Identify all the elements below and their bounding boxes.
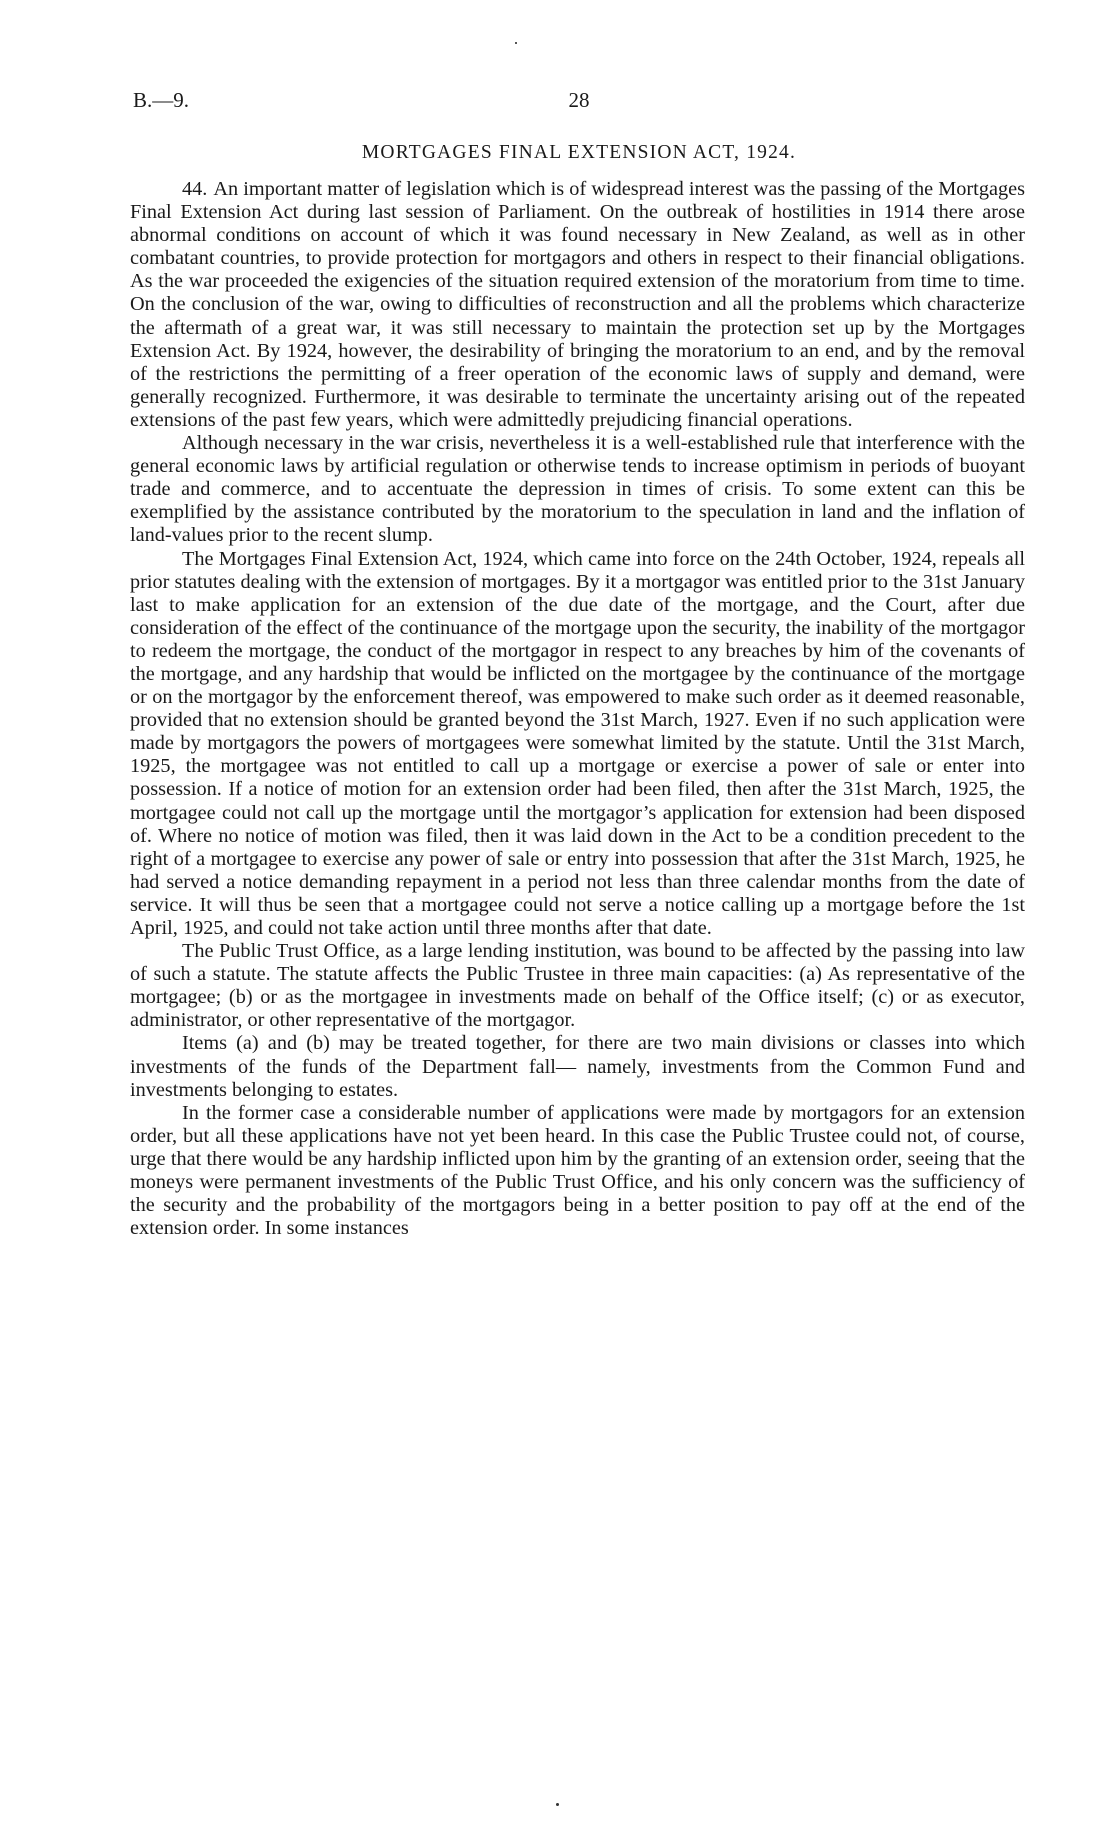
paragraph (130, 940, 1025, 1032)
paragraph-text: The Public Trust Office, as a large lending institution, was bound to be affected by the passing into law of such a statute. The statute affects the Public Trustee in three main capacities: (a) As representative of the mortgagee; (b) or as the mortgagee in investments made on behalf of the Office itself; (c) or as executor, administrator, or other representative of the mortgagor. (130, 940, 1025, 1032)
scan-speck (556, 1803, 559, 1806)
paragraph (130, 1032, 1025, 1101)
section-title: MORTGAGES FINAL EXTENSION ACT, 1924. (361, 142, 797, 163)
document-reference: B.—9. (133, 88, 190, 112)
paragraph-text: An important matter of legislation which is of widespread interest was the passing of the Mortgages Final Extension Act during last session of Parliament. On the outbreak of hostilities in 1914 there arose abnormal conditions on account of which it was found necessary in New Zealand, as well as in other combatant countries, to provide protection for mortgagors and others in respect to their financial obligations. As the war proceeded the exigencies of the situation required extension of the moratorium from time to time. On the conclusion of the war, owing to difficulties of reconstruction and all the problems which characterize the aftermath of a great war, it was still necessary to maintain the protection set up by the Mortgages Extension Act. By 1924, however, the desirability of bringing the moratorium to an end, and by the removal of the restrictions the permitting of a freer operation of the economic laws of supply and demand, were generally recognized. Furthermore, it was desirable to terminate the uncertainty arising out of the repeated extensions of the past few years, which were admittedly prejudicing financial operations. (130, 178, 1025, 431)
page-header (133, 88, 1025, 118)
paragraph (130, 178, 1025, 432)
paragraph (130, 1102, 1025, 1241)
paragraph (130, 548, 1025, 941)
paragraph-text: The Mortgages Final Extension Act, 1924, which came into force on the 24th October, 1924, repeals all prior statutes dealing with the extension of mortgages. By it a mortgagor was entitled prior to the 31st January last to make application for an extension of the due date of the mortgage, and the Court, after due consideration of the effect of the continuance of the mortgage upon the security, the inability of the mortgagor to redeem the mortgage, the conduct of the mortgagor in respect to any breaches by him of the covenants of the mortgage, and any hardship that would be inflicted on the mortgagee by the continuance of the mortgage or on the mortgagor by the enforcement thereof, was empowered to make such order as it deemed reasonable, provided that no extension should be granted beyond the 31st March, 1927. Even if no such application were made by mortgagors the powers of mortgagees were somewhat limited by the statute. Until the 31st March, 1925, the mortgagee was not entitled to call up a mortgage or exercise a power of sale or enter into possession. If a notice of motion for an extension order had been filed, then after the 31st March, 1925, the mortgagee could not call up the mortgage until the mortgagor’s application for extension had been disposed of. Where no notice of motion was filed, then it was laid down in the Act to be a condition precedent to the right of a mortgagee to exercise any power of sale or entry into possession that after the 31st March, 1925, he had served a notice demanding repayment in a period not less than three calendar months from the date of service. It will thus be seen that a mortgagee could not serve a notice calling up a mortgage before the 1st April, 1925, and could not take action until three months after that date. (130, 547, 1025, 939)
paragraph-text: In the former case a considerable number of applications were made by mortgagors for an extension order, but all these applications have not yet been heard. In this case the Public Trustee could not, of course, urge that there would be any hardship inflicted upon him by the granting of an extension order, seeing that the moneys were permanent investments of the Public Trust Office, and his only concern was the sufficiency of the security and the probability of the mortgagors being in a better position to pay off at the end of the extension order. In some instances (130, 1101, 1025, 1240)
page-number: 28 (568, 88, 590, 112)
paragraph-number: 44. (182, 178, 208, 200)
paragraph-text: Items (a) and (b) may be treated together, for there are two main divisions or classes into which investments of the funds of the Department fall— namely, investments from the Common Fund and investments belonging to estates. (130, 1032, 1025, 1101)
paragraph (130, 432, 1025, 547)
scan-speck (515, 42, 517, 44)
paragraph-text: Although necessary in the war crisis, nevertheless it is a well-established rule that interference with the general economic laws by artificial regulation or otherwise tends to increase optimism in periods of buoyant trade and commerce, and to accentuate the depression in times of crisis. To some extent can this be exemplified by the assistance contributed by the moratorium to the speculation in land and the inflation of land-values prior to the recent slump. (130, 432, 1025, 547)
body-text (130, 178, 1025, 1240)
